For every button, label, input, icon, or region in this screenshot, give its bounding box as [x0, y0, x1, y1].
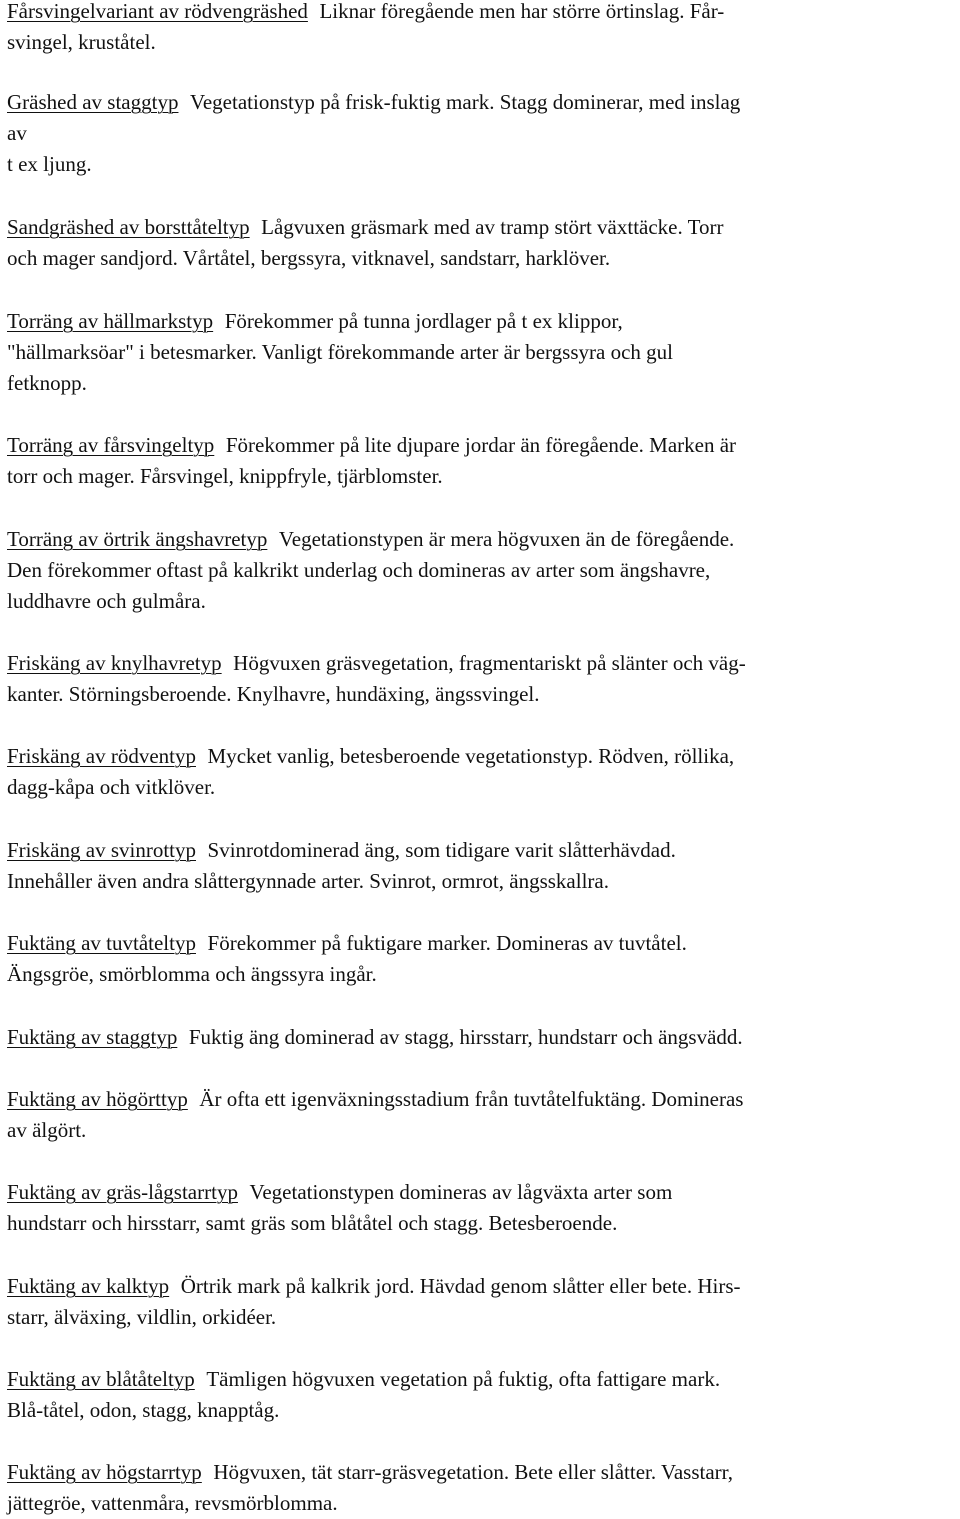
entry-text: starr, älväxing, vildlin, orkidéer.: [7, 1305, 277, 1330]
entry-text: Vegetationstypen är mera högvuxen än de föregående.: [278, 527, 735, 551]
entry-line: [7, 212, 955, 243]
entry-text: Tämligen högvuxen vegetation på fuktig, ofta fattigare mark.: [206, 1367, 721, 1391]
entry-text: fetknopp.: [7, 371, 87, 396]
entry-text: torr och mager. Fårsvingel, knippfryle, tjärblomster.: [7, 464, 443, 489]
entry-fuktang-hogstarrtyp: [7, 1457, 955, 1519]
entry-line: [7, 524, 955, 555]
entry-text: Blå-tåtel, odon, stagg, knapptåg.: [7, 1398, 280, 1423]
entry-text: Innehåller även andra slåttergynnade arter. Svinrot, ormrot, ängsskallra.: [7, 869, 609, 894]
entry-text: Svinrotdominerad äng, som tidigare varit slåtterhävdad.: [207, 838, 676, 862]
entry-text: Liknar föregående men har större örtinslag. Får-: [319, 0, 725, 23]
entry-friskang-svinrottyp: [7, 835, 955, 897]
entry-fuktang-gras-lagstarrtyp: [7, 1177, 955, 1239]
entry-term: Fuktäng av blåtåteltyp: [7, 1367, 195, 1391]
entry-torrang-farsvingeltyp: [7, 430, 955, 492]
entry-text: jättegröe, vattenmåra, revsmörblomma.: [7, 1491, 338, 1516]
entry-term: Friskäng av knylhavretyp: [7, 651, 222, 675]
entry-text: dagg-kåpa och vitklöver.: [7, 775, 216, 800]
entry-term: Torräng av fårsvingeltyp: [7, 433, 215, 457]
entry-text: svingel, kruståtel.: [7, 30, 156, 55]
entry-text: "hällmarksöar" i betesmarker. Vanligt förekommande arter är bergssyra och gul: [7, 340, 673, 365]
entry-text: Fuktig äng dominerad av stagg, hirsstarr, hundstarr och ängsvädd.: [188, 1025, 743, 1049]
entry-fuktang-blatateltyp: [7, 1364, 955, 1426]
entry-text: Förekommer på fuktigare marker. Domineras av tuvtåtel.: [207, 931, 687, 955]
entry-text: av: [7, 121, 27, 146]
entry-term: Sandgräshed av borsttåteltyp: [7, 215, 250, 239]
entry-text: Ängsgröe, smörblomma och ängssyra ingår.: [7, 962, 377, 987]
entry-torrang-angshavretyp: [7, 524, 955, 618]
entry-text: Lågvuxen gräsmark med av tramp stört växttäcke. Torr: [261, 215, 724, 239]
entry-sandgrashed: [7, 212, 955, 274]
entry-text: Högvuxen gräsvegetation, fragmentariskt på slänter och väg-: [233, 651, 746, 675]
entry-friskang-rodventyp: [7, 741, 955, 803]
entry-line: [7, 1457, 955, 1488]
entry-line: [7, 1022, 955, 1053]
entry-line: [7, 741, 955, 772]
entry-term: Fuktäng av tuvtåteltyp: [7, 931, 196, 955]
entry-text: Förekommer på tunna jordlager på t ex klippor,: [224, 309, 623, 333]
entry-term: Torräng av hällmarkstyp: [7, 309, 214, 333]
entry-line: [7, 1364, 955, 1395]
entry-fuktang-tuvtateltyp: [7, 928, 955, 990]
entry-term: Gräshed av staggtyp: [7, 90, 179, 114]
entry-term: Friskäng av rödventyp: [7, 744, 196, 768]
entry-text: Vegetationstypen domineras av lågväxta arter som: [249, 1180, 673, 1204]
entry-torrang-hallmarkstyp: [7, 306, 955, 400]
entry-text: Förekommer på lite djupare jordar än föregående. Marken är: [225, 433, 737, 457]
entry-term: Fuktäng av högörttyp: [7, 1087, 188, 1111]
entry-fuktang-hogorttyp: [7, 1084, 955, 1146]
entry-text: och mager sandjord. Vårtåtel, bergssyra, vitknavel, sandstarr, harklöver.: [7, 246, 611, 271]
entry-line: [7, 1084, 955, 1115]
entry-fuktang-staggtyp: [7, 1022, 955, 1053]
entry-line: [7, 1271, 955, 1302]
entry-grashed-staggtyp: [7, 87, 955, 181]
entry-text: av älgört.: [7, 1118, 87, 1143]
entry-term: Friskäng av svinrottyp: [7, 838, 196, 862]
entry-friskang-knylhavretyp: [7, 648, 955, 710]
entry-term: Fårsvingelvariant av rödvengräshed: [7, 0, 308, 23]
entry-line: [7, 306, 955, 337]
entry-line: [7, 835, 955, 866]
entry-text: Mycket vanlig, betesberoende vegetationstyp. Rödven, röllika,: [207, 744, 735, 768]
entry-text: Vegetationstyp på frisk-fuktig mark. Stagg dominerar, med inslag: [190, 90, 741, 114]
entry-text: kanter. Störningsberoende. Knylhavre, hundäxing, ängssvingel.: [7, 682, 540, 707]
entry-term: Fuktäng av gräs-lågstarrtyp: [7, 1180, 238, 1204]
entry-term: Torräng av örtrik ängshavretyp: [7, 527, 268, 551]
entry-text: Den förekommer oftast på kalkrikt underlag och domineras av arter som ängshavre,: [7, 558, 711, 583]
entry-term: Fuktäng av kalktyp: [7, 1274, 170, 1298]
entry-line: [7, 87, 955, 118]
entry-line: [7, 648, 955, 679]
entry-line: [7, 0, 955, 27]
entry-fuktang-kalktyp: [7, 1271, 955, 1333]
entry-text: hundstarr och hirsstarr, samt gräs som blåtåtel och stagg. Betesberoende.: [7, 1211, 618, 1236]
entry-text: Örtrik mark på kalkrik jord. Hävdad genom slåtter eller bete. Hirs-: [180, 1274, 741, 1298]
entry-line: [7, 430, 955, 461]
entry-term: Fuktäng av högstarrtyp: [7, 1460, 202, 1484]
entry-line: [7, 928, 955, 959]
entry-farsvingelvariant: [7, 0, 955, 58]
entry-text: luddhavre och gulmåra.: [7, 589, 206, 614]
entry-text: t ex ljung.: [7, 152, 92, 177]
entry-text: Är ofta ett igenväxningsstadium från tuvtåtelfuktäng. Domineras: [199, 1087, 744, 1111]
entry-term: Fuktäng av staggtyp: [7, 1025, 178, 1049]
entry-line: [7, 1177, 955, 1208]
entry-text: Högvuxen, tät starr-gräsvegetation. Bete eller slåtter. Vasstarr,: [213, 1460, 734, 1484]
